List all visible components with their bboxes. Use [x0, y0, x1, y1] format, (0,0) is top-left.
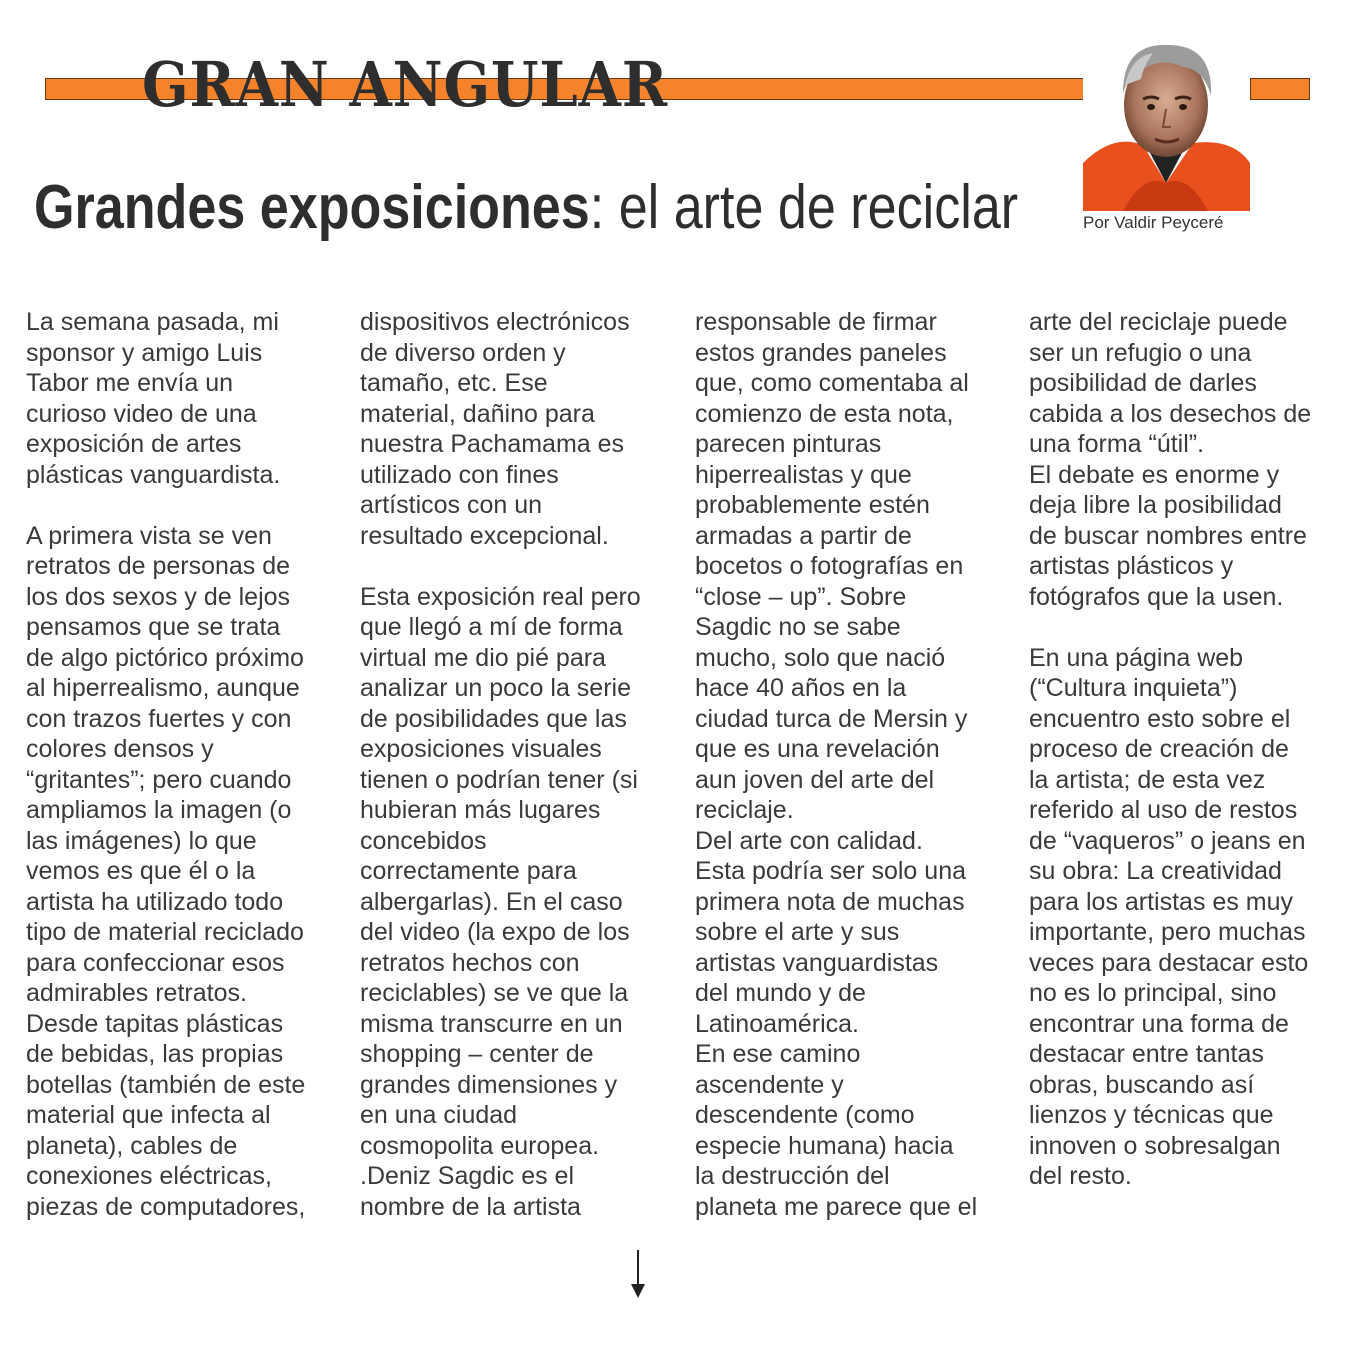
article-line: Tabor me envía un — [26, 369, 234, 397]
article-line: al hiperrealismo, aunque — [26, 674, 300, 702]
article-line: admirables retratos. — [26, 979, 247, 1007]
article-line: ciudad turca de Mersin y — [695, 704, 968, 733]
article-line: En una página web — [1029, 643, 1244, 672]
article-line: “close – up”. Sobre — [695, 582, 907, 611]
article-line: En ese camino — [695, 1040, 861, 1068]
article-line: tipo de material reciclado — [26, 918, 304, 946]
article-line: exposición de artes — [26, 430, 242, 458]
article-line: innoven o sobresalgan — [1029, 1131, 1281, 1160]
article-line: veces para destacar esto — [1029, 948, 1309, 977]
paragraph-break — [1029, 612, 1356, 643]
article-line: los dos sexos y de lejos — [26, 582, 291, 611]
article-line: shopping – center de — [360, 1040, 594, 1068]
article-line: del resto. — [1029, 1162, 1132, 1190]
article-line: sobre el arte y sus — [695, 918, 900, 946]
paragraph-break — [26, 490, 356, 521]
article-line: retratos hechos con — [360, 948, 580, 977]
headline-rest: : el arte de reciclar — [589, 173, 1019, 242]
article-column-1 — [26, 307, 356, 1222]
article-line: del video (la expo de los — [360, 918, 630, 946]
article-line: artísticos con un — [360, 491, 543, 519]
article-line: de bebidas, las propias — [26, 1040, 284, 1068]
header-bar-right — [1250, 78, 1310, 100]
article-line: parecen pinturas — [695, 430, 882, 458]
article-line: resultado excepcional. — [360, 521, 609, 550]
article-line: reciclaje. — [695, 796, 794, 824]
article-line: que llegó a mí de forma — [360, 613, 623, 641]
article-line: para confeccionar esos — [26, 948, 285, 977]
article-line: arte del reciclaje puede — [1029, 308, 1288, 336]
article-line: dispositivos electrónicos — [360, 308, 630, 336]
article-line: primera nota de muchas — [695, 887, 965, 916]
article-line: las imágenes) lo que — [26, 826, 257, 855]
article-line: A primera vista se ven — [26, 521, 272, 550]
article-line: en una ciudad — [360, 1101, 518, 1129]
article-line: concebidos — [360, 826, 487, 855]
article-line: su obra: La creatividad — [1029, 857, 1282, 885]
article-line: piezas de computadores, — [26, 1192, 306, 1221]
article-line: Del arte con calidad. — [695, 826, 923, 855]
article-line: Esta podría ser solo una — [695, 857, 966, 885]
article-line: analizar un poco la serie — [360, 674, 631, 702]
paragraph-break — [360, 551, 690, 582]
article-line: fotógrafos que la usen. — [1029, 582, 1284, 611]
article-line: especie humana) hacia — [695, 1131, 954, 1160]
article-line: virtual me dio pié para — [360, 643, 606, 672]
article-column-3 — [695, 307, 1025, 1222]
article-line: de buscar nombres entre — [1029, 521, 1307, 550]
article-line: mucho, solo que nació — [695, 643, 946, 672]
article-line: encuentro esto sobre el — [1029, 704, 1291, 733]
article-line: cosmopolita europea. — [360, 1131, 600, 1160]
article-line: “gritantes”; pero cuando — [26, 765, 292, 794]
article-line: deja libre la posibilidad — [1029, 491, 1282, 519]
article-line: hubieran más lugares — [360, 796, 601, 824]
article-line: referido al uso de restos — [1029, 796, 1298, 824]
article-line: de algo pictórico próximo — [26, 643, 304, 672]
article-line: con trazos fuertes y con — [26, 704, 292, 733]
article-line: El debate es enorme y — [1029, 460, 1280, 489]
article-line: misma transcurre en un — [360, 1009, 623, 1038]
article-line: bocetos o fotografías en — [695, 552, 964, 580]
article-line: La semana pasada, mi — [26, 308, 279, 336]
article-headline — [34, 168, 1018, 248]
article-line: probablemente estén — [695, 491, 930, 519]
article-line: artistas vanguardistas — [695, 948, 939, 977]
article-line: botellas (también de este — [26, 1070, 306, 1099]
article-line: .Deniz Sagdic es el — [360, 1162, 575, 1190]
article-line: Desde tapitas plásticas — [26, 1009, 284, 1038]
article-line: de “vaqueros” o jeans en — [1029, 826, 1306, 855]
article-column-4 — [1029, 307, 1356, 1192]
article-line: aun joven del arte del — [695, 765, 935, 794]
article-line: retratos de personas de — [26, 552, 291, 580]
article-line: conexiones eléctricas, — [26, 1162, 272, 1190]
article-line: pensamos que se trata — [26, 613, 281, 641]
article-line: hace 40 años en la — [695, 674, 907, 702]
article-line: la destrucción del — [695, 1162, 890, 1190]
author-byline: Por Valdir Peyceré — [1083, 213, 1224, 232]
article-line: artistas plásticos y — [1029, 552, 1234, 580]
article-line: comienzo de esta nota, — [695, 399, 954, 428]
article-line: proceso de creación de — [1029, 735, 1289, 763]
article-line: (“Cultura inquieta”) — [1029, 674, 1238, 702]
article-line: albergarlas). En el caso — [360, 887, 623, 916]
article-line: ampliamos la imagen (o — [26, 796, 292, 824]
article-line: la artista; de esta vez — [1029, 765, 1266, 794]
article-line: Sagdic no se sabe — [695, 613, 901, 641]
article-line: para los artistas es muy — [1029, 887, 1293, 916]
article-line: artista ha utilizado todo — [26, 887, 284, 916]
article-line: exposiciones visuales — [360, 735, 602, 763]
headline-bold: Grandes exposiciones — [34, 173, 590, 242]
article-line: plásticas vanguardista. — [26, 460, 281, 489]
article-line: que es una revelación — [695, 735, 940, 763]
author-photo — [1083, 33, 1250, 211]
article-line: ser un refugio o una — [1029, 338, 1252, 367]
article-line: hiperrealistas y que — [695, 460, 912, 489]
article-line: material que infecta al — [26, 1101, 271, 1129]
article-column-2 — [360, 307, 690, 1222]
article-line: nombre de la artista — [360, 1192, 581, 1221]
article-line: destacar entre tantas — [1029, 1040, 1264, 1068]
article-line: encontrar una forma de — [1029, 1009, 1289, 1038]
article-line: reciclables) se ve que la — [360, 979, 629, 1007]
article-line: sponsor y amigo Luis — [26, 338, 263, 367]
article-line: tamaño, etc. Ese — [360, 369, 548, 397]
article-line: grandes dimensiones y — [360, 1070, 618, 1099]
article-line: ascendente y — [695, 1070, 844, 1099]
article-line: una forma “útil”. — [1029, 430, 1205, 458]
article-line: armadas a partir de — [695, 521, 912, 550]
article-line: vemos es que él o la — [26, 857, 256, 885]
article-line: posibilidad de darles — [1029, 369, 1257, 397]
article-line: tienen o podrían tener (si — [360, 765, 638, 794]
article-line: de posibilidades que las — [360, 704, 627, 733]
article-line: Latinoamérica. — [695, 1009, 859, 1038]
article-line: cabida a los desechos de — [1029, 399, 1312, 428]
down-arrow-icon — [628, 1250, 648, 1305]
article-line: colores densos y — [26, 735, 214, 763]
article-line: nuestra Pachamama es — [360, 430, 625, 458]
section-title: GRAN ANGULAR — [142, 48, 669, 121]
article-line: lienzos y técnicas que — [1029, 1101, 1274, 1129]
article-line: del mundo y de — [695, 979, 866, 1007]
article-line: correctamente para — [360, 857, 577, 885]
article-line: no es lo principal, sino — [1029, 979, 1277, 1007]
article-line: responsable de firmar — [695, 308, 937, 336]
article-line: curioso video de una — [26, 399, 257, 428]
article-line: planeta), cables de — [26, 1131, 238, 1160]
article-line: obras, buscando así — [1029, 1070, 1255, 1099]
article-line: utilizado con fines — [360, 460, 559, 489]
article-line: planeta me parece que el — [695, 1192, 978, 1221]
article-line: que, como comentaba al — [695, 369, 969, 397]
article-line: estos grandes paneles — [695, 338, 947, 367]
article-line: descendente (como — [695, 1101, 915, 1129]
article-line: importante, pero muchas — [1029, 918, 1306, 946]
article-line: Esta exposición real pero — [360, 582, 641, 611]
article-line: material, dañino para — [360, 399, 595, 428]
article-line: de diverso orden y — [360, 338, 566, 367]
